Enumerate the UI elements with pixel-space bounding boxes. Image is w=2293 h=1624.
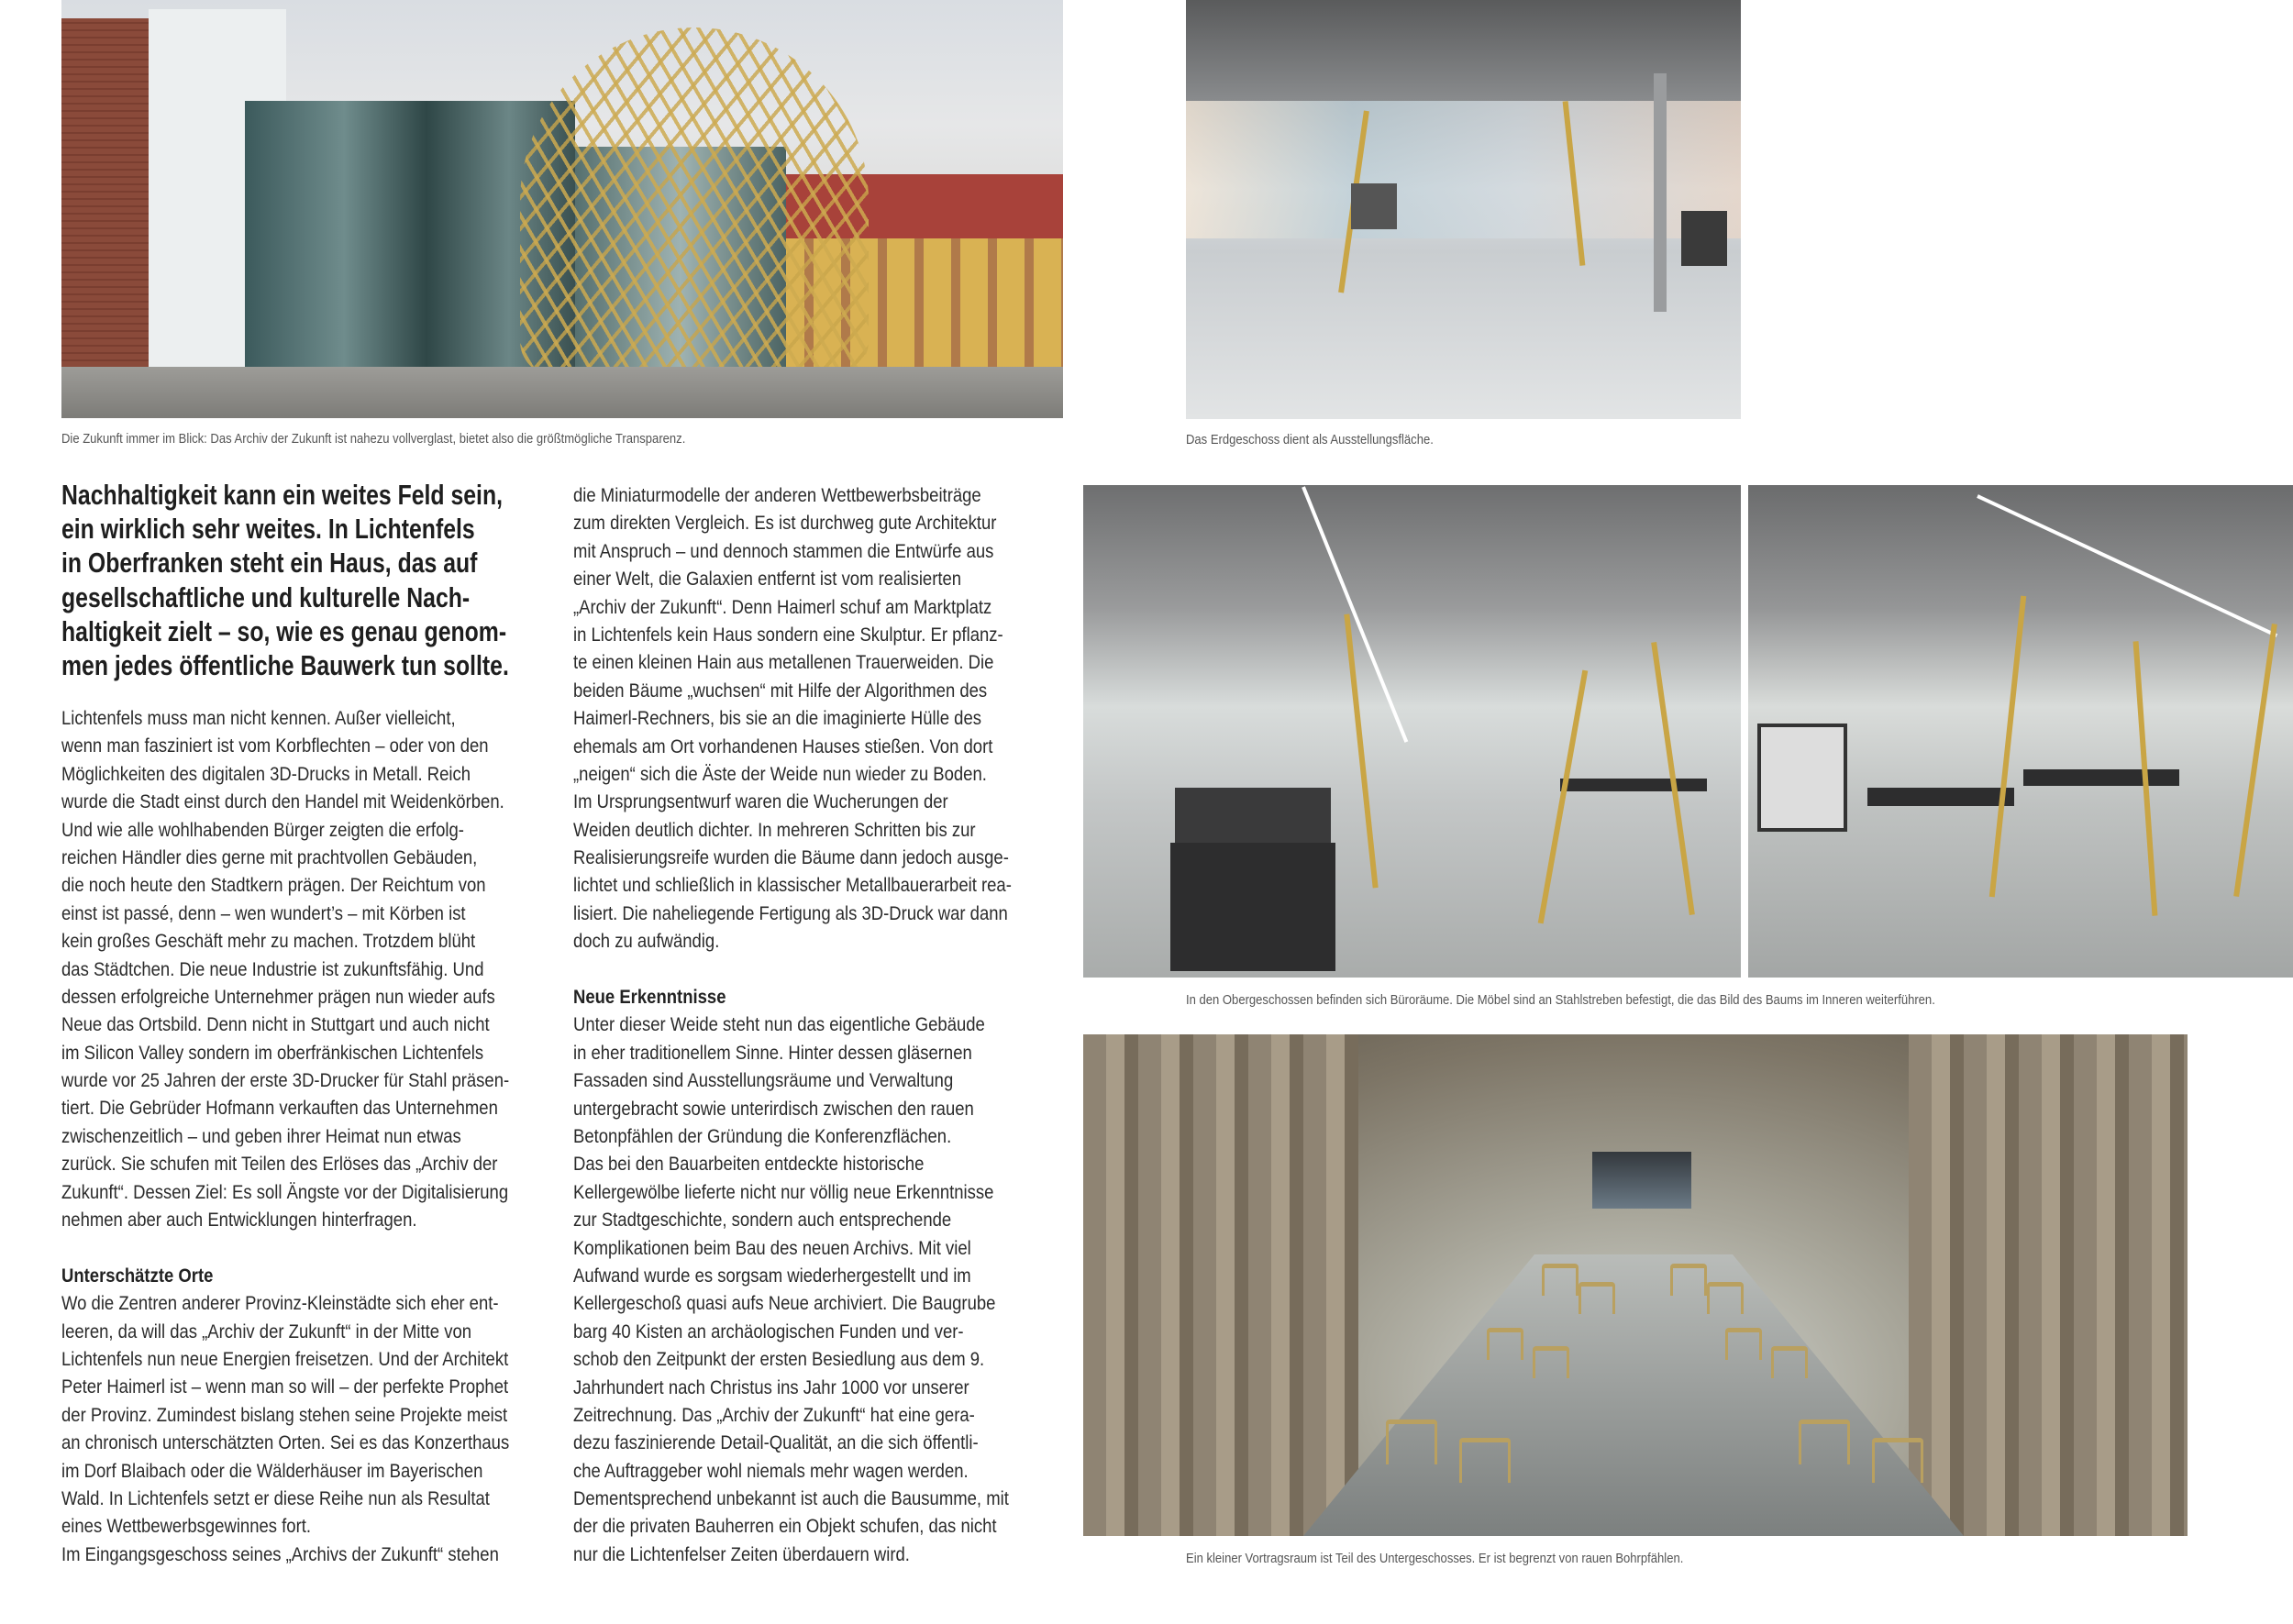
body-text-line: der die privaten Bauherren ein Objekt schufen, das nicht (573, 1515, 997, 1538)
body-text-line: beiden Bäume „wuchsen“ mit Hilfe der Algorithmen des (573, 679, 988, 702)
lead-line: haltigkeit zielt – so, wie es genau genom- (61, 614, 507, 647)
caption-office-floors: In den Obergeschossen befinden sich Büroräume. Die Möbel sind an Stahlstreben befestigt, die das Bild des Baums im Inneren weiterführen. (1186, 993, 1935, 1008)
body-text-line: lichtet und schließlich in klassischer Metallbauerarbeit rea- (573, 874, 1012, 897)
body-text-line: Kellergeschoß quasi aufs Neue archiviert. Die Baugrube (573, 1292, 996, 1315)
body-text-line: Im Eingangsgeschoss seines „Archivs der Zukunft“ stehen (61, 1542, 499, 1565)
body-text-line: Fassaden sind Ausstellungsräume und Verwaltung (573, 1069, 954, 1092)
body-text-line: Dementsprechend unbekannt ist auch die Bausumme, mit (573, 1487, 1009, 1510)
section-heading: Neue Erkenntnisse (573, 986, 726, 1009)
photo-office-floor-right (1748, 485, 2293, 978)
body-text-line: untergebracht sowie unterirdisch zwischen den rauen (573, 1097, 974, 1120)
photo-exterior-glass-facade (61, 0, 1063, 418)
body-text-line: an chronisch unterschätzten Orten. Sei es das Konzerthaus (61, 1431, 510, 1454)
body-text-line: einst ist passé, denn – wen wundert’s – mit Körben ist (61, 901, 466, 924)
body-text-line: dessen erfolgreiche Unternehmer prägen nun wieder aufs (61, 985, 495, 1008)
section-heading: Unterschätzte Orte (61, 1264, 214, 1287)
body-text-line: Lichtenfels muss man nicht kennen. Außer vielleicht, (61, 707, 456, 729)
body-text-line: ehemals am Ort vorhandenen Hauses stießen. Von dort (573, 735, 993, 757)
photo-ground-floor-exhibition (1186, 0, 1741, 419)
lead-line: in Oberfranken steht ein Haus, das auf (61, 547, 478, 580)
body-text-line: in Lichtenfels kein Haus sondern eine Skulptur. Er pflanz- (573, 623, 1003, 646)
body-text-line: nur die Lichtenfelser Zeiten überdauern wird. (573, 1542, 910, 1565)
body-text-line: Und wie alle wohlhabenden Bürger zeigten die erfolg- (61, 818, 464, 841)
article-column-1 (61, 704, 582, 1568)
body-text-line: Komplikationen beim Bau des neuen Archivs. Mit viel (573, 1236, 971, 1259)
body-text-line: Peter Haimerl ist – wenn man so will – der perfekte Prophet (61, 1375, 509, 1398)
body-text-line: Zukunft“. Dessen Ziel: Es soll Ängste vor der Digitalisierung (61, 1180, 509, 1203)
body-text-line: che Auftraggeber wohl niemals mehr wagen werden. (573, 1459, 969, 1482)
body-text-line: Zeitrechnung. Das „Archiv der Zukunft“ hat eine gera- (573, 1403, 975, 1426)
body-text-line: Wo die Zentren anderer Provinz-Kleinstädte sich eher ent- (61, 1292, 499, 1315)
body-text-line: Haimerl-Rechners, bis sie an die imaginierte Hülle des (573, 707, 981, 730)
caption-basement: Ein kleiner Vortragsraum ist Teil des Untergeschosses. Er ist begrenzt von rauen Bohrpfählen. (1186, 1552, 1684, 1566)
body-text-line: Unter dieser Weide steht nun das eigentliche Gebäude (573, 1013, 985, 1036)
article-column-2 (573, 481, 1083, 1568)
body-text-line: lisiert. Die naheliegende Fertigung als 3D-Druck war dann (573, 901, 1008, 924)
body-text-line: wenn man fasziniert ist vom Korbflechten – oder von den (61, 735, 489, 757)
body-text-line: wurde die Stadt einst durch den Handel mit Weidenkörben. (61, 790, 504, 813)
body-text-line: Das bei den Bauarbeiten entdeckte historische (573, 1153, 925, 1176)
body-text-line: zwischenzeitlich – und geben ihrer Heimat nun etwas (61, 1124, 461, 1147)
caption-exterior: Die Zukunft immer im Blick: Das Archiv der Zukunft ist nahezu vollverglast, bietet also die größtmögliche Transparenz. (61, 432, 686, 447)
body-text-line: zur Stadtgeschichte, sondern auch entsprechende (573, 1209, 952, 1232)
body-text-line: Lichtenfels nun neue Energien freisetzen. Und der Architekt (61, 1347, 509, 1370)
body-text-line: reichen Händler dies gerne mit prachtvollen Gebäuden, (61, 845, 478, 868)
body-text-line: einer Welt, die Galaxien entfernt ist vom realisierten (573, 568, 962, 591)
body-text-line: Neue das Ortsbild. Denn nicht in Stuttgart und auch nicht (61, 1013, 490, 1036)
body-text-line: tiert. Die Gebrüder Hofmann verkauften das Unternehmen (61, 1097, 498, 1120)
body-text-line: der Provinz. Zumindest bislang stehen seine Projekte meist (61, 1403, 508, 1426)
body-text-line: „neigen“ sich die Äste der Weide nun wieder zu Boden. (573, 762, 987, 785)
body-text-line: Realisierungsreife wurden die Bäume dann jedoch ausge- (573, 846, 1009, 869)
body-text-line: eines Wettbewerbsgewinnes fort. (61, 1515, 312, 1538)
body-text-line: Möglichkeiten des digitalen 3D-Drucks in Metall. Reich (61, 762, 471, 785)
body-text-line: das Städtchen. Die neue Industrie ist zukunftsfähig. Und (61, 957, 484, 980)
body-text-line: Betonpfählen der Gründung die Konferenzflächen. (573, 1124, 952, 1147)
article-lead (61, 478, 621, 682)
body-text-line: wurde vor 25 Jahren der erste 3D-Drucker für Stahl präsen- (61, 1069, 510, 1092)
body-text-line: im Dorf Blaibach oder die Wälderhäuser im Bayerischen (61, 1459, 483, 1482)
body-text-line: mit Anspruch – und dennoch stammen die Entwürfe aus (573, 539, 994, 562)
lead-line: men jedes öffentliche Bauwerk tun sollte. (61, 648, 509, 681)
body-text-line: Jahrhundert nach Christus ins Jahr 1000 vor unserer (573, 1375, 969, 1398)
body-text-line: zum direkten Vergleich. Es ist durchweg gute Architektur (573, 512, 997, 535)
body-text-line: in eher traditionellem Sinne. Hinter dessen gläsernen (573, 1041, 972, 1064)
lead-line: Nachhaltigkeit kann ein weites Feld sein, (61, 479, 503, 511)
body-text-line: zurück. Sie schufen mit Teilen des Erlöses das „Archiv der (61, 1153, 498, 1176)
body-text-line: leeren, da will das „Archiv der Zukunft“ in der Mitte von (61, 1320, 472, 1342)
lead-line: gesellschaftliche und kulturelle Nach- (61, 580, 471, 613)
body-text-line: te einen kleinen Hain aus metallenen Trauerweiden. Die (573, 651, 994, 674)
body-text-line: kein großes Geschäft mehr zu machen. Trotzdem blüht (61, 930, 476, 953)
body-text-line: schob den Zeitpunkt der ersten Besiedlung aus dem 9. (573, 1348, 985, 1371)
body-text-line: Im Ursprungsentwurf waren die Wucherungen der (573, 790, 948, 813)
lead-line: ein wirklich sehr weites. In Lichtenfels (61, 513, 475, 546)
body-text-line: dezu faszinierende Detail-Qualität, an die sich öffentli- (573, 1431, 979, 1454)
body-text-line: Wald. In Lichtenfels setzt er diese Reihe nun als Resultat (61, 1486, 490, 1509)
body-text-line: Weiden deutlich dichter. In mehreren Schritten bis zur (573, 818, 976, 841)
body-text-line: barg 40 Kisten an archäologischen Funden und ver- (573, 1320, 964, 1342)
body-text-line: doch zu aufwändig. (573, 930, 720, 953)
photo-office-floor-left (1083, 485, 1741, 978)
body-text-line: die noch heute den Stadtkern prägen. Der Reichtum von (61, 874, 486, 897)
body-text-line: im Silicon Valley sondern im oberfränkischen Lichtenfels (61, 1041, 484, 1064)
photo-basement-lecture-room (1083, 1034, 2188, 1536)
body-text-line: Aufwand wurde es sorgsam wiederhergestellt und im (573, 1264, 971, 1287)
caption-ground-floor: Das Erdgeschoss dient als Ausstellungsfläche. (1186, 433, 1434, 447)
body-text-line: „Archiv der Zukunft“. Denn Haimerl schuf am Marktplatz (573, 595, 992, 618)
body-text-line: die Miniaturmodelle der anderen Wettbewerbsbeiträge (573, 484, 981, 506)
body-text-line: nehmen aber auch Entwicklungen hinterfragen. (61, 1209, 417, 1232)
body-text-line: Kellergewölbe lieferte nicht nur völlig neue Erkenntnisse (573, 1180, 994, 1203)
